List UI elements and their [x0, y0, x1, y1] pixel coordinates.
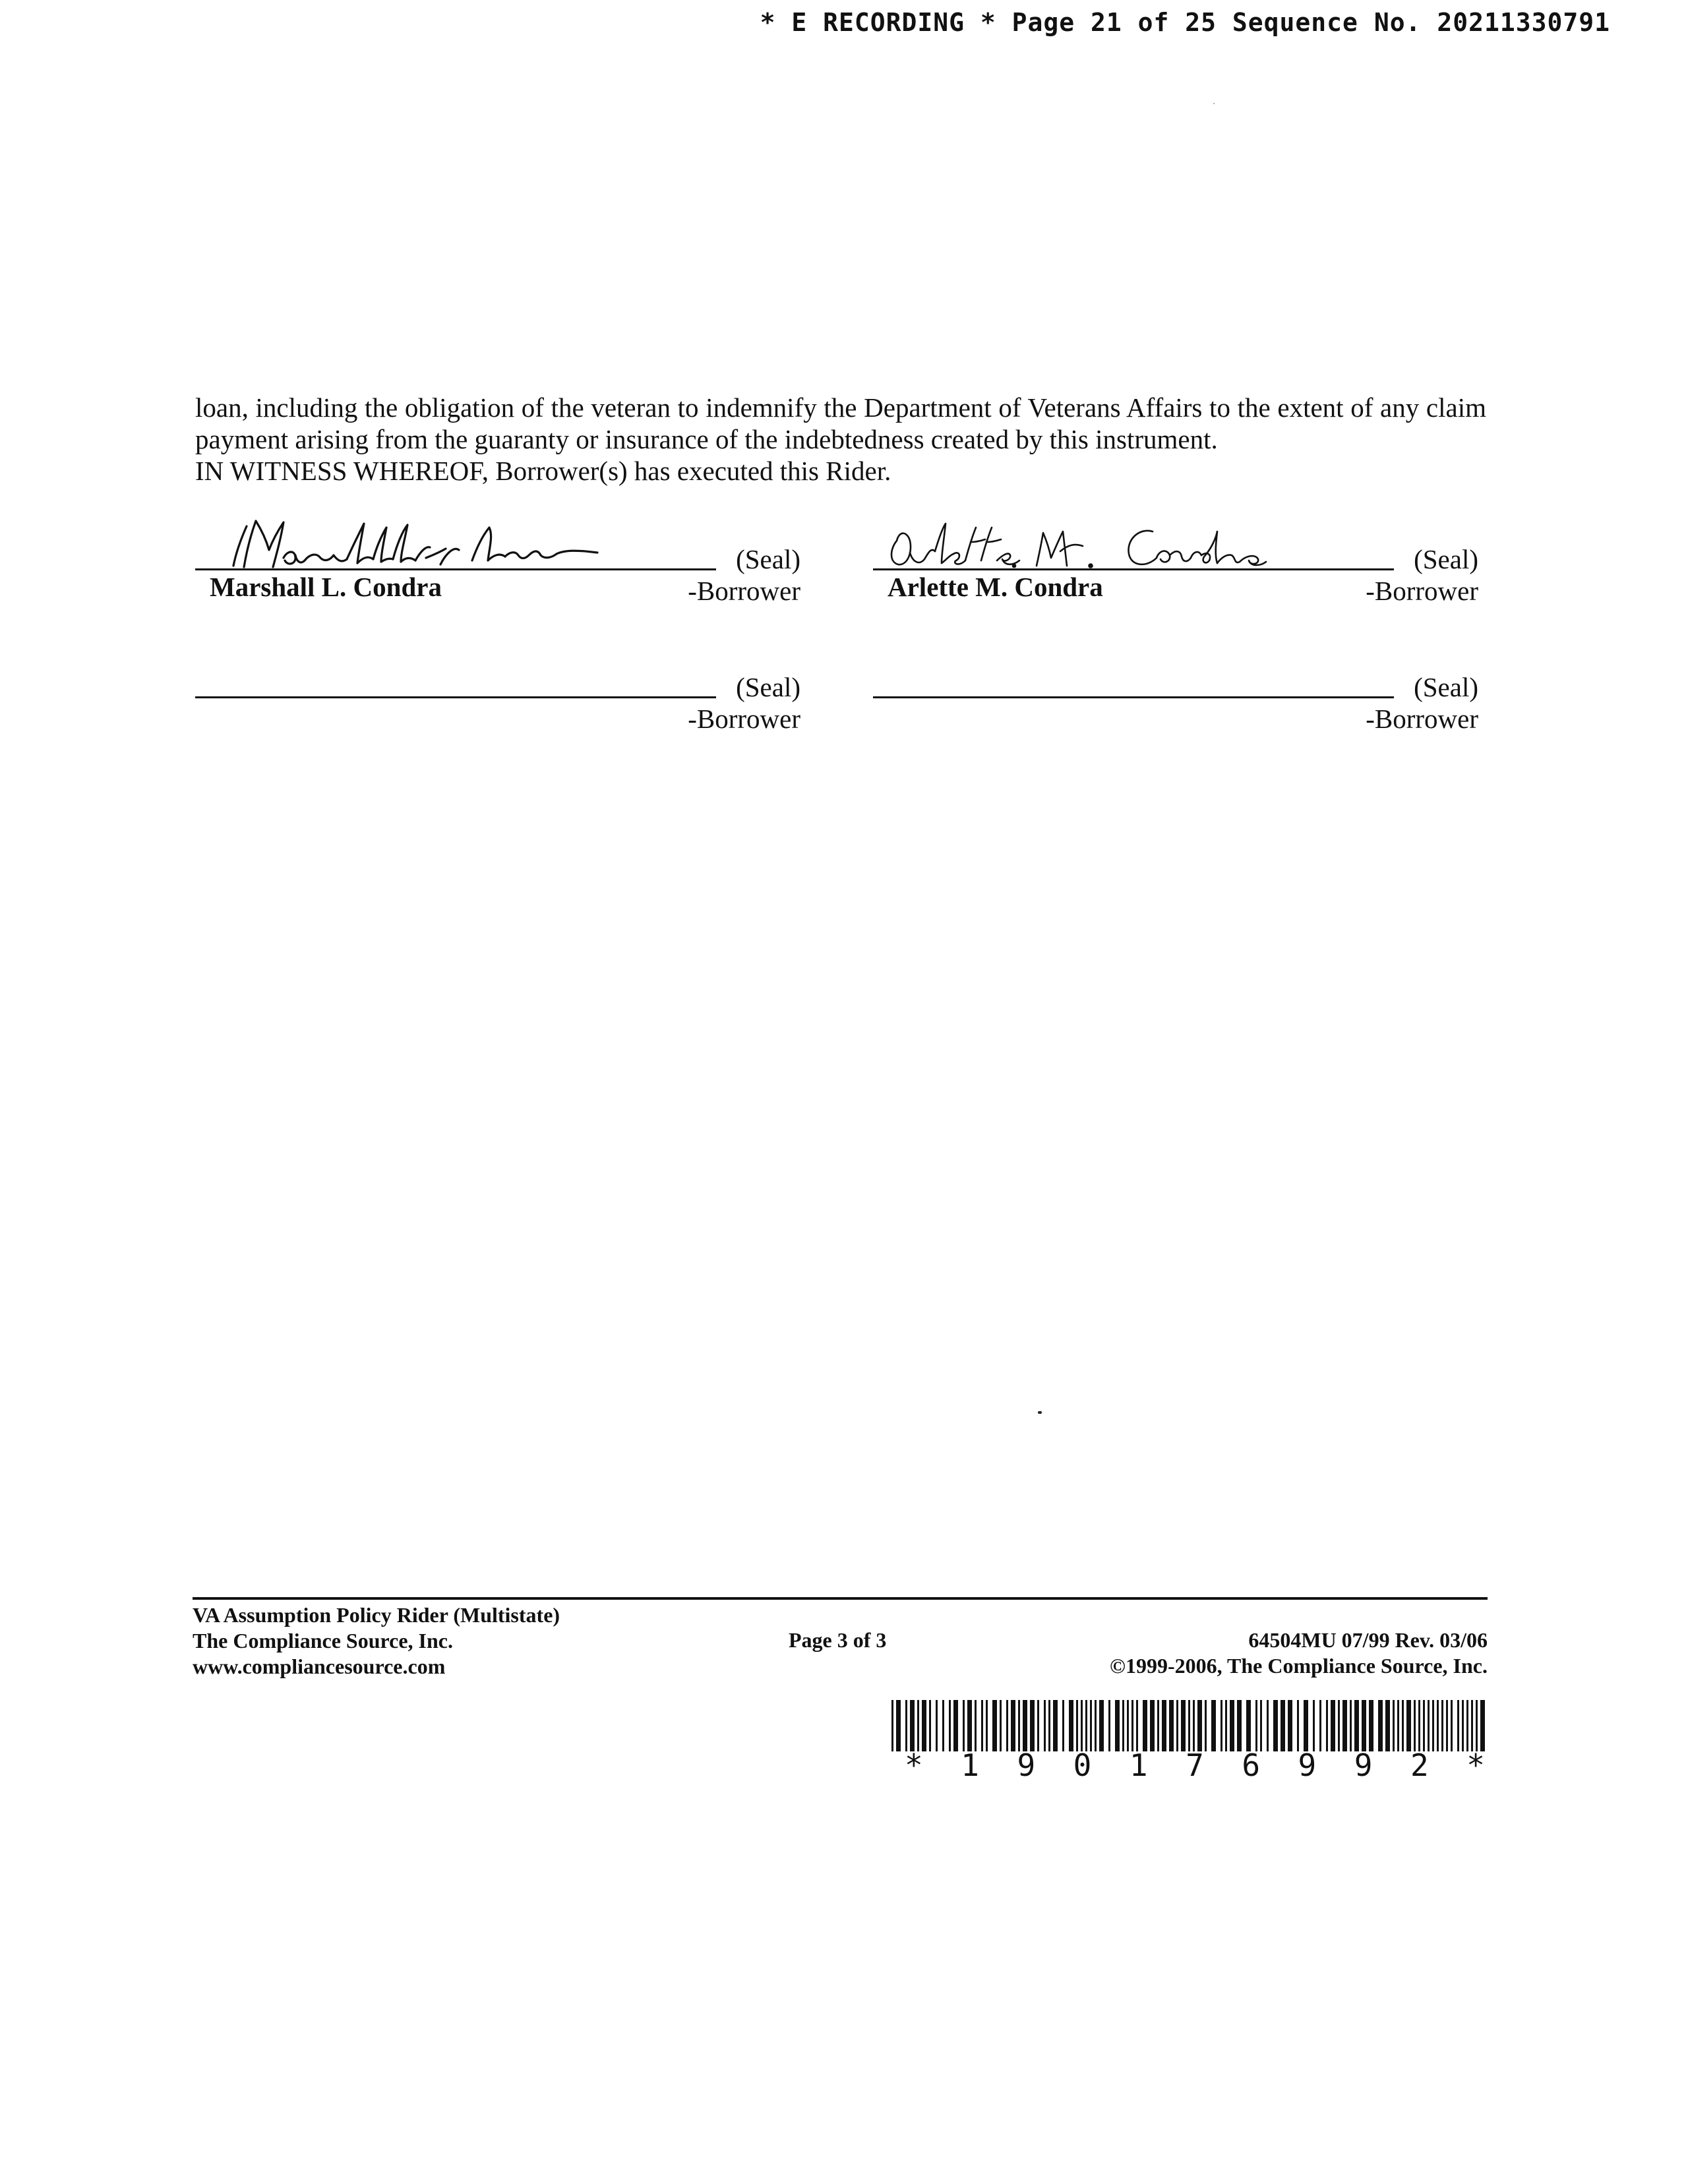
barcode-character: 9	[1354, 1747, 1373, 1783]
company-website: www.compliancesource.com	[193, 1654, 446, 1678]
seal-label: (Seal)	[736, 672, 800, 702]
barcode-bar	[1136, 1700, 1138, 1751]
borrower-name: Arlette M. Condra	[888, 572, 1103, 602]
document-footer	[193, 1602, 1488, 1682]
footer-left-group	[193, 1602, 560, 1680]
barcode-bar	[1069, 1700, 1073, 1751]
barcode-bar	[1297, 1700, 1299, 1751]
borrower-role-label: -Borrower	[688, 576, 800, 606]
signature-line	[195, 568, 716, 570]
barcode-bar	[929, 1700, 931, 1751]
barcode-bar	[1048, 1700, 1050, 1751]
barcode-bar	[1181, 1700, 1186, 1751]
barcode-bar	[1414, 1700, 1416, 1751]
barcode-bar	[1076, 1700, 1078, 1751]
seal-label: (Seal)	[1414, 544, 1478, 574]
barcode-bar	[1127, 1700, 1129, 1751]
barcode-bar	[1176, 1700, 1178, 1751]
footer-divider	[193, 1597, 1488, 1600]
scan-speck	[1213, 103, 1215, 104]
barcode-bar	[1437, 1700, 1439, 1751]
barcode-bar	[1378, 1700, 1383, 1751]
barcode-bar	[1451, 1700, 1453, 1751]
barcode-bar	[1030, 1700, 1035, 1751]
barcode-bar	[1385, 1700, 1390, 1751]
recording-header: * E RECORDING * Page 21 of 25 Sequence No. 20211330791	[760, 8, 1610, 37]
barcode-bar	[1418, 1700, 1420, 1751]
barcode-bar	[975, 1700, 977, 1751]
form-number: 64504MU 07/99 Rev. 03/06	[1248, 1628, 1488, 1652]
barcode-bar	[1018, 1700, 1020, 1751]
barcode-bar	[1255, 1700, 1257, 1751]
barcode-character: 7	[1186, 1747, 1204, 1783]
scan-speck	[1038, 1411, 1042, 1414]
barcode-bar	[922, 1700, 926, 1751]
seal-label: (Seal)	[736, 544, 800, 574]
signature-block-borrower-4	[873, 646, 1478, 734]
barcode-bar	[1369, 1700, 1373, 1751]
barcode-bar	[1095, 1700, 1097, 1751]
borrower-role-label: -Borrower	[1366, 576, 1478, 606]
barcode-bar	[992, 1700, 997, 1751]
signature-line	[873, 568, 1394, 570]
handwritten-signature-marshall	[195, 512, 657, 578]
barcode-bar	[1237, 1700, 1242, 1751]
signature-block-borrower-1	[195, 518, 800, 606]
barcode-bar	[905, 1700, 907, 1751]
document-barcode	[891, 1700, 1485, 1751]
barcode-bar	[1225, 1700, 1227, 1751]
barcode-bar	[1471, 1700, 1473, 1751]
barcode-bar	[1428, 1700, 1430, 1751]
barcode-bar	[910, 1700, 915, 1751]
barcode-character: 2	[1410, 1747, 1429, 1783]
barcode-bar	[891, 1700, 893, 1751]
barcode-bar	[1397, 1700, 1399, 1751]
barcode-bar	[1044, 1700, 1046, 1751]
barcode-bar	[1090, 1700, 1092, 1751]
barcode-bar	[1342, 1700, 1347, 1751]
witness-statement: IN WITNESS WHEREOF, Borrower(s) has executed this Rider.	[195, 456, 891, 486]
barcode-bar	[1304, 1700, 1308, 1751]
barcode-bar	[1011, 1700, 1015, 1751]
barcode-bar	[1169, 1700, 1174, 1751]
barcode-bar	[1393, 1700, 1395, 1751]
barcode-bar	[1476, 1700, 1478, 1751]
barcode-character: 9	[1298, 1747, 1317, 1783]
handwritten-signature-arlette	[873, 512, 1335, 578]
barcode-bar	[1423, 1700, 1425, 1751]
barcode-bar	[1480, 1700, 1485, 1751]
barcode-character: 0	[1073, 1747, 1092, 1783]
barcode-bar	[1319, 1700, 1321, 1751]
barcode-bar	[1162, 1700, 1166, 1751]
barcode-bar	[949, 1700, 951, 1751]
barcode-bar	[986, 1700, 988, 1751]
barcode-bar	[1221, 1700, 1222, 1751]
barcode-bar	[1362, 1700, 1366, 1751]
barcode-character: *	[905, 1747, 923, 1783]
form-title: VA Assumption Policy Rider (Multistate)	[193, 1603, 560, 1627]
signature-block-borrower-2	[873, 518, 1478, 606]
barcode-bar	[967, 1700, 972, 1751]
barcode-bar	[1230, 1700, 1234, 1751]
barcode-bar	[1273, 1700, 1278, 1751]
barcode-bar	[1446, 1700, 1448, 1751]
barcode-human-readable	[905, 1747, 1485, 1783]
rider-body-text	[195, 392, 1486, 487]
barcode-bar	[1188, 1700, 1190, 1751]
seal-label: (Seal)	[1414, 672, 1478, 702]
barcode-bar	[1122, 1700, 1124, 1751]
barcode-bar	[1023, 1700, 1027, 1751]
barcode-bar	[1350, 1700, 1352, 1751]
barcode-bar	[1267, 1700, 1269, 1751]
barcode-bar	[981, 1700, 983, 1751]
barcode-bar	[1246, 1700, 1251, 1751]
barcode-bar	[1081, 1700, 1083, 1751]
barcode-bar	[1326, 1700, 1328, 1751]
company-name: The Compliance Source, Inc.	[193, 1629, 453, 1653]
barcode-bar	[942, 1700, 944, 1751]
barcode-bar	[896, 1700, 901, 1751]
barcode-character: 9	[1017, 1747, 1036, 1783]
barcode-bar	[1157, 1700, 1159, 1751]
barcode-bar	[953, 1700, 958, 1751]
barcode-bar	[1432, 1700, 1434, 1751]
barcode-bar	[1260, 1700, 1262, 1751]
footer-right-group	[1110, 1627, 1488, 1679]
barcode-character: *	[1466, 1747, 1485, 1783]
barcode-bar	[1466, 1700, 1468, 1751]
barcode-character: 6	[1242, 1747, 1261, 1783]
borrower-name: Marshall L. Condra	[210, 572, 442, 602]
barcode-bar	[1205, 1700, 1207, 1751]
barcode-bar	[1193, 1700, 1195, 1751]
barcode-bar	[1062, 1700, 1064, 1751]
barcode-bar	[1354, 1700, 1359, 1751]
barcode-bar	[1115, 1700, 1120, 1751]
copyright-notice: ©1999-2006, The Compliance Source, Inc.	[1110, 1654, 1488, 1678]
barcode-bar	[1406, 1700, 1411, 1751]
barcode-bar	[1006, 1700, 1008, 1751]
barcode-bar	[1288, 1700, 1292, 1751]
closing-paragraph: loan, including the obligation of the veteran to indemnify the Department of Veterans Affairs to the extent of any claim payment arising from the guaranty or insurance of the indebtedness created by this instrument.	[195, 392, 1486, 454]
signature-line	[195, 696, 716, 698]
barcode-bar	[1331, 1700, 1335, 1751]
barcode-bar	[1131, 1700, 1133, 1751]
barcode-bar	[1099, 1700, 1104, 1751]
barcode-bar	[1108, 1700, 1110, 1751]
barcode-bar	[963, 1700, 965, 1751]
barcode-bar	[1085, 1700, 1087, 1751]
barcode-bar	[1462, 1700, 1464, 1751]
barcode-bar	[1313, 1700, 1315, 1751]
barcode-character: 1	[1129, 1747, 1148, 1783]
barcode-bar	[1338, 1700, 1340, 1751]
barcode-character: 1	[961, 1747, 979, 1783]
barcode-bar	[1037, 1700, 1039, 1751]
barcode-bar	[917, 1700, 919, 1751]
page-number: Page 3 of 3	[789, 1628, 887, 1652]
borrower-role-label: -Borrower	[1366, 704, 1478, 734]
barcode-bar	[936, 1700, 938, 1751]
barcode-bar	[1000, 1700, 1002, 1751]
barcode-bar	[1197, 1700, 1202, 1751]
signature-line	[873, 696, 1394, 698]
barcode-bar	[1441, 1700, 1443, 1751]
barcode-bar	[1457, 1700, 1459, 1751]
borrower-role-label: -Borrower	[688, 704, 800, 734]
barcode-bar	[1211, 1700, 1216, 1751]
barcode-bar	[1143, 1700, 1147, 1751]
signature-block-borrower-3	[195, 646, 800, 734]
barcode-bar	[1402, 1700, 1404, 1751]
barcode-bar	[1150, 1700, 1155, 1751]
barcode-bar	[1281, 1700, 1285, 1751]
barcode-bar	[1053, 1700, 1058, 1751]
